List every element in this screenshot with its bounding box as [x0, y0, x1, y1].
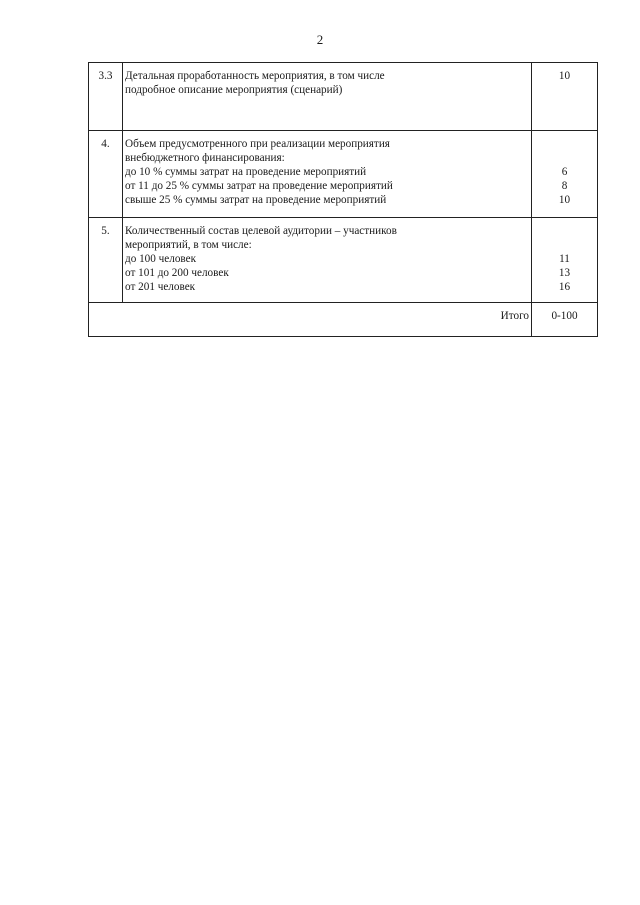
row-description: [123, 218, 532, 303]
description-line: Детальная проработанность мероприятия, в том числе: [125, 70, 385, 82]
row-number: 3.3: [89, 63, 123, 131]
row-score: [532, 131, 598, 218]
score-value: 10: [558, 70, 571, 82]
criteria-table: [88, 62, 598, 337]
score-value: 6: [561, 166, 568, 178]
total-label: Итого: [89, 303, 532, 337]
total-value: 0-100: [532, 303, 598, 337]
score-value: 8: [561, 180, 568, 192]
description-line: внебюджетного финансирования:: [125, 152, 285, 164]
description-line: Количественный состав целевой аудитории – участников: [125, 225, 397, 237]
row-number: 4.: [89, 131, 123, 218]
row-description: [123, 131, 532, 218]
table-row: [89, 63, 598, 131]
description-line: свыше 25 % суммы затрат на проведение мероприятий: [125, 194, 387, 206]
description-line: до 100 человек: [125, 253, 197, 265]
score-value: 10: [558, 194, 571, 206]
description-line: от 201 человек: [125, 281, 196, 293]
description-line: от 101 до 200 человек: [125, 267, 229, 279]
score-value: 11: [559, 253, 570, 265]
description-line: подробное описание мероприятия (сценарий): [125, 84, 343, 96]
description-line: мероприятий, в том числе:: [125, 239, 252, 251]
row-score: [532, 218, 598, 303]
row-score: [532, 63, 598, 131]
row-number: 5.: [89, 218, 123, 303]
description-line: от 11 до 25 % суммы затрат на проведение мероприятий: [125, 180, 393, 192]
page-number: 2: [316, 32, 324, 47]
description-line: до 10 % суммы затрат на проведение мероприятий: [125, 166, 367, 178]
score-value: 13: [558, 267, 571, 279]
row-description: [123, 63, 532, 131]
description-line: Объем предусмотренного при реализации мероприятия: [125, 138, 390, 150]
total-row: [89, 303, 598, 337]
table-row: [89, 131, 598, 218]
table-row: [89, 218, 598, 303]
score-value: 16: [558, 281, 571, 293]
